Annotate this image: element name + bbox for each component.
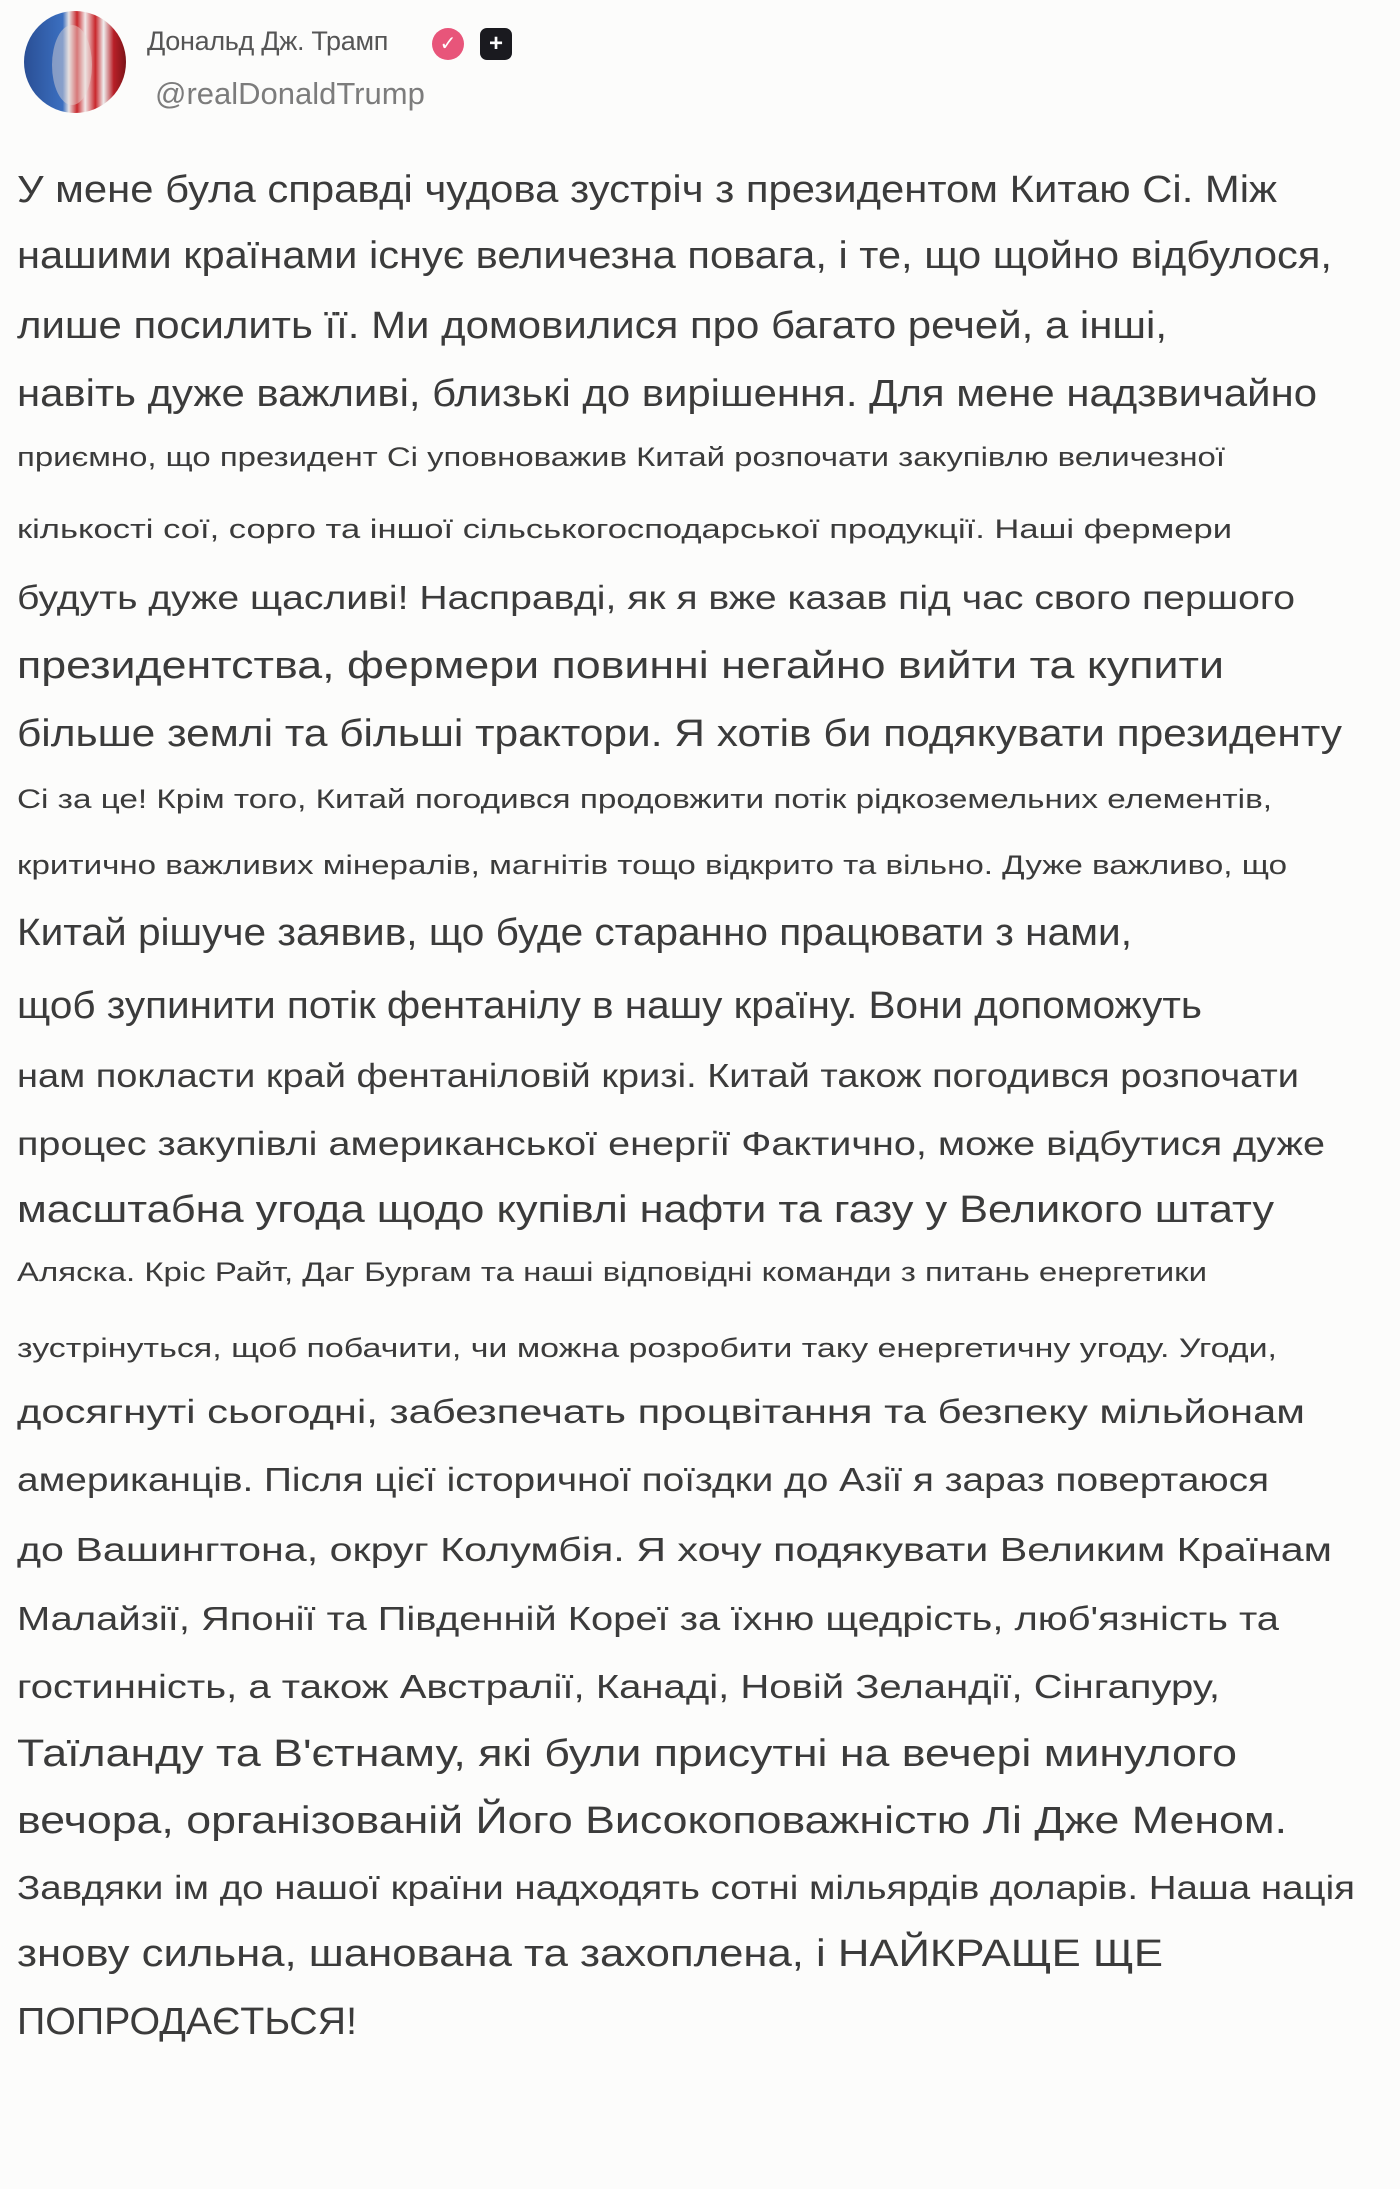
post-line: знову сильна, шанована та захоплена, і НАЙКРАЩЕ ЩЕ <box>17 1933 1163 1975</box>
post-line: масштабна угода щодо купівлі нафти та газу у Великого штату <box>17 1189 1274 1231</box>
avatar[interactable] <box>24 11 126 113</box>
post-line: президентства, фермери повинні негайно вийти та купити <box>17 645 1224 687</box>
post-line: нашими країнами існує величезна повага, і те, що щойно відбулося, <box>17 235 1332 277</box>
post-line: ПОПРОДАЄТЬСЯ! <box>17 2001 357 2043</box>
post-line: Сі за це! Крім того, Китай погодився продовжити потік рідкоземельних елементів, <box>17 784 1272 814</box>
verified-badge-icon: ✓ <box>432 28 464 60</box>
post-line: американців. Після цієї історичної поїздки до Азії я зараз повертаюся <box>17 1461 1269 1498</box>
author-handle[interactable]: @realDonaldTrump <box>155 76 425 111</box>
post-line: будуть дуже щасливі! Насправді, як я вже казав під час свого першого <box>17 579 1295 616</box>
post-line: нам покласти край фентаніловій кризі. Китай також погодився розпочати <box>17 1057 1299 1094</box>
post-line: приємно, що президент Сі уповноважив Китай розпочати закупівлю величезної <box>17 442 1225 472</box>
post-line: лише посилить її. Ми домовилися про багато речей, а інші, <box>17 305 1167 347</box>
plus-icon[interactable]: + <box>480 28 512 60</box>
post-line: вечора, організованій Його Високоповажністю Лі Дже Меном. <box>17 1800 1287 1842</box>
post-line: до Вашингтона, округ Колумбія. Я хочу подякувати Великим Країнам <box>17 1531 1332 1568</box>
post-line: Аляска. Кріс Райт, Даг Бургам та наші відповідні команди з питань енергетики <box>17 1257 1207 1287</box>
post-line: процес закупівлі американської енергії Фактично, може відбутися дуже <box>17 1125 1325 1162</box>
post-line: гостинність, а також Австралії, Канаді, Новій Зеландії, Сінгапуру, <box>17 1668 1220 1705</box>
post-line: критично важливих мінералів, магнітів тощо відкрито та вільно. Дуже важливо, що <box>17 850 1287 880</box>
post-line: щоб зупинити потік фентанілу в нашу країну. Вони допоможуть <box>17 985 1202 1027</box>
post-line: Китай рішуче заявив, що буде старанно працювати з нами, <box>17 912 1132 954</box>
post-line: Завдяки ім до нашої країни надходять сотні мільярдів доларів. Наша нація <box>17 1869 1355 1906</box>
post-line: Таїланду та В'єтнаму, які були присутні на вечері минулого <box>17 1733 1237 1775</box>
post-line: більше землі та більші трактори. Я хотів би подякувати президенту <box>17 713 1342 755</box>
avatar-face <box>52 25 92 105</box>
post-line: кількості сої, сорго та іншої сільськогосподарської продукції. Наші фермери <box>17 514 1232 544</box>
post-line: навіть дуже важливі, близькі до вирішення. Для мене надзвичайно <box>17 373 1317 415</box>
post-line: У мене була справді чудова зустріч з президентом Китаю Сі. Між <box>17 169 1277 211</box>
post-line: досягнуті сьогодні, забезпечать процвітання та безпеку мільйонам <box>17 1393 1305 1430</box>
post-line: Малайзії, Японії та Південній Кореї за їхню щедрість, люб'язність та <box>17 1600 1279 1637</box>
post-line: зустрінуться, щоб побачити, чи можна розробити таку енергетичну угоду. Угоди, <box>17 1333 1277 1363</box>
author-name[interactable]: Дональд Дж. Трамп <box>147 26 389 56</box>
